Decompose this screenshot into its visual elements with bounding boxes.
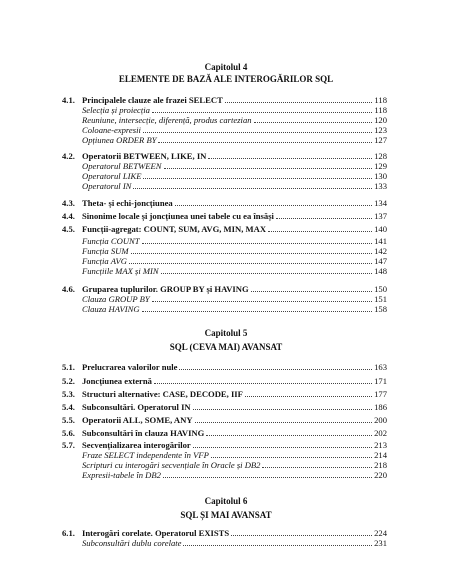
dot-leader <box>211 457 372 458</box>
dot-leader <box>154 383 372 384</box>
page-number: 224 <box>374 528 387 538</box>
entry-title: Coloane-expresii <box>82 125 141 135</box>
entry-title: Subconsultări în clauza HAVING <box>82 428 205 438</box>
entry-title: Prelucrarea valorilor nule <box>82 362 178 372</box>
page-number: 134 <box>374 198 387 208</box>
entry-title: Operatorii ALL, SOME, ANY <box>82 415 193 425</box>
section-number: 4.5. <box>62 224 75 234</box>
page-number: 141 <box>374 236 387 246</box>
entry-title: Operatorul BETWEEN <box>82 161 162 171</box>
dot-leader <box>195 422 373 423</box>
entry-title: Operatorul LIKE <box>82 171 142 181</box>
toc-subentry <box>82 303 387 314</box>
chapter-title: SQL (CEVA MAI) AVANSAT <box>169 342 283 352</box>
dot-leader <box>163 477 372 478</box>
toc-entry <box>62 388 387 399</box>
page-number: 120 <box>374 115 387 125</box>
page-number: 127 <box>374 135 387 145</box>
dot-leader <box>254 122 373 123</box>
dot-leader <box>208 158 372 159</box>
dot-leader <box>152 301 372 302</box>
dot-leader <box>164 168 373 169</box>
page-number: 186 <box>374 402 387 412</box>
dot-leader <box>183 545 372 546</box>
chapter-label: Capitolul 4 <box>204 62 248 72</box>
dot-leader <box>262 467 372 468</box>
page-number: 129 <box>374 161 387 171</box>
page-number: 200 <box>374 415 387 425</box>
entry-title: Joncțiunea externă <box>82 376 152 386</box>
entry-title: Selecția și proiecția <box>82 105 150 115</box>
section-number: 5.4. <box>62 402 75 412</box>
page-number: 213 <box>374 440 387 450</box>
entry-title: Scripturi cu interogări secvențiale în Oracle și DB2 <box>82 460 261 470</box>
page-number: 148 <box>374 266 387 276</box>
toc-subentry <box>82 537 387 548</box>
toc-entry <box>62 401 387 412</box>
section-number: 4.3. <box>62 198 75 208</box>
entry-title: Operatorul IN <box>82 181 132 191</box>
entry-title: Funcția SUM <box>82 246 129 256</box>
section-number: 4.6. <box>62 284 75 294</box>
page-number: 231 <box>374 538 387 548</box>
section-number: 6.1. <box>62 528 75 538</box>
toc-entry <box>62 375 387 386</box>
entry-title: Gruparea tuplurilor. GROUP BY și HAVING <box>82 284 249 294</box>
entry-title: Funcțiile MAX și MIN <box>82 266 159 276</box>
toc-subentry <box>82 134 387 145</box>
chapter-title: ELEMENTE DE BAZĂ ALE INTEROGĂRILOR SQL <box>118 74 334 84</box>
page-number: 118 <box>374 105 387 115</box>
toc-subentry <box>82 265 387 276</box>
section-number: 5.3. <box>62 389 75 399</box>
entry-title: Funcția COUNT <box>82 236 140 246</box>
entry-title: Funcții-agregat: COUNT, SUM, AVG, MIN, MAX <box>82 224 267 234</box>
toc-subentry <box>82 469 387 480</box>
page-number: 151 <box>374 294 387 304</box>
section-number: 5.2. <box>62 376 75 386</box>
dot-leader <box>175 205 372 206</box>
dot-leader <box>206 435 372 436</box>
entry-title: Opțiunea ORDER BY <box>82 135 157 145</box>
page-number: 133 <box>374 181 387 191</box>
dot-leader <box>143 132 372 133</box>
section-number: 5.6. <box>62 428 75 438</box>
page-number: 163 <box>374 362 387 372</box>
page-number: 150 <box>374 284 387 294</box>
dot-leader <box>161 273 372 274</box>
page-number: 158 <box>374 304 387 314</box>
entry-title: Subconsultări. Operatorul IN <box>82 402 191 412</box>
dot-leader <box>142 243 373 244</box>
page-number: 137 <box>374 211 387 221</box>
page-number: 123 <box>374 125 387 135</box>
page-number: 130 <box>374 171 387 181</box>
toc-subentry <box>82 180 387 191</box>
entry-title: Secvențializarea interogărilor <box>82 440 191 450</box>
section-number: 5.5. <box>62 415 75 425</box>
page-number: 118 <box>374 95 387 105</box>
page-number: 177 <box>374 389 387 399</box>
toc-entry <box>62 197 387 208</box>
entry-title: Structuri alternative: CASE, DECODE, IIF <box>82 389 243 399</box>
page-number: 220 <box>374 470 387 480</box>
dot-leader <box>251 291 372 292</box>
toc-entry <box>62 427 387 438</box>
entry-title: Theta- și echi-joncțiunea <box>82 198 173 208</box>
dot-leader <box>245 396 372 397</box>
entry-title: Clauza HAVING <box>82 304 140 314</box>
toc-entry <box>62 223 387 234</box>
section-number: 5.7. <box>62 440 75 450</box>
page-number: 147 <box>374 256 387 266</box>
entry-title: Funcția AVG <box>82 256 127 266</box>
dot-leader <box>129 263 372 264</box>
entry-title: Subconsultări dublu corelate <box>82 538 182 548</box>
entry-title: Principalele clauze ale frazei SELECT <box>82 95 223 105</box>
page-number: 142 <box>374 246 387 256</box>
toc-entry <box>62 361 387 372</box>
entry-title: Sinonime locale și joncțiunea unei tabele cu ea însăși <box>82 211 274 221</box>
chapter-label: Capitolul 6 <box>204 496 248 506</box>
dot-leader <box>152 112 372 113</box>
page-number: 202 <box>374 428 387 438</box>
section-number: 4.2. <box>62 151 75 161</box>
dot-leader <box>131 253 373 254</box>
entry-title: Expresii-tabele în DB2 <box>82 470 161 480</box>
entry-title: Clauza GROUP BY <box>82 294 150 304</box>
toc-entry <box>62 414 387 425</box>
entry-title: Fraze SELECT independente în VFP <box>82 450 209 460</box>
entry-title: Interogări corelate. Operatorul EXISTS <box>82 528 230 538</box>
page-number: 128 <box>374 151 387 161</box>
toc-entry <box>62 210 387 221</box>
entry-title: Reuniune, intersecție, diferență, produs cartezian <box>82 115 252 125</box>
chapter-title: SQL ȘI MAI AVANSAT <box>180 510 272 520</box>
dot-leader <box>225 102 373 103</box>
dot-leader <box>143 178 372 179</box>
dot-leader <box>193 409 372 410</box>
dot-leader <box>133 188 372 189</box>
dot-leader <box>158 142 372 143</box>
dot-leader <box>276 218 372 219</box>
entry-title: Operatorii BETWEEN, LIKE, IN <box>82 151 207 161</box>
dot-leader <box>268 231 372 232</box>
section-number: 5.1. <box>62 362 75 372</box>
section-number: 4.4. <box>62 211 75 221</box>
dot-leader <box>231 535 372 536</box>
dot-leader <box>142 311 373 312</box>
page-number: 218 <box>374 460 387 470</box>
chapter-label: Capitolul 5 <box>204 328 248 338</box>
page-number: 214 <box>374 450 387 460</box>
dot-leader <box>179 369 372 370</box>
page-number: 171 <box>374 376 387 386</box>
dot-leader <box>193 447 372 448</box>
section-number: 4.1. <box>62 95 75 105</box>
page-number: 140 <box>374 224 387 234</box>
